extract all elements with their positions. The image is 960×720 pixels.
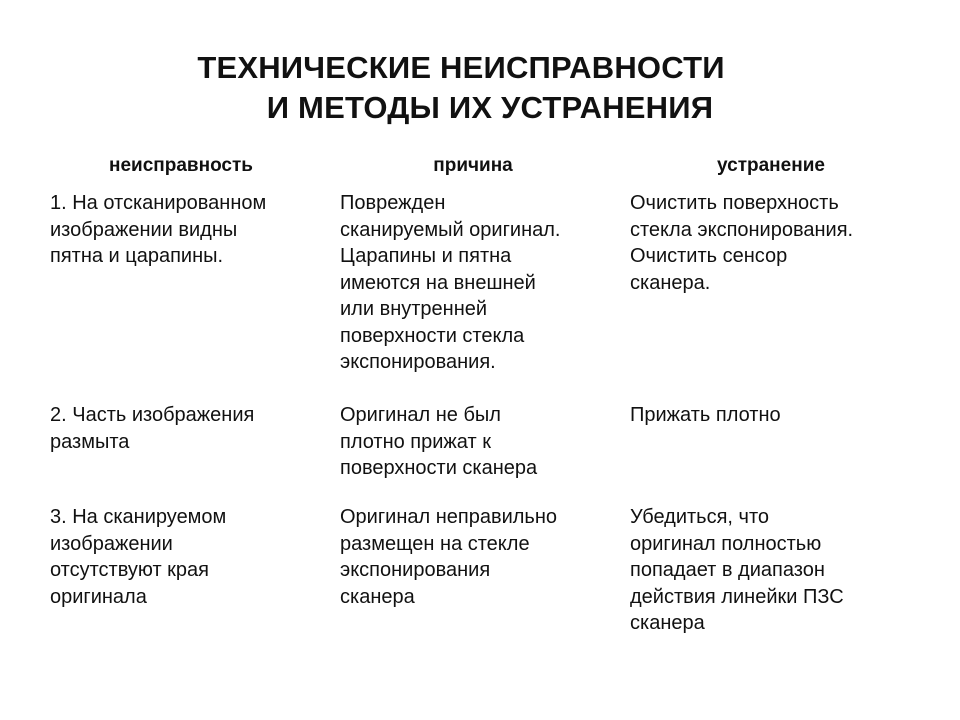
cell-cause: Оригинал неправильно размещен на стекле экспонирования сканера <box>340 506 558 608</box>
cell-fault: 3. На сканируемом изображении отсутствуют края оригинала <box>50 506 227 608</box>
cell-fix: Очистить поверхность стекла экспонирования. Очистить сенсор сканера. <box>630 192 854 294</box>
table-row <box>34 396 924 500</box>
cell-fault: 2. Часть изображения размыта <box>50 404 255 453</box>
table-header <box>34 146 924 186</box>
header-fault: неисправность <box>108 155 253 176</box>
table-row <box>34 186 924 396</box>
cell-fix: Прижать плотно <box>630 404 781 426</box>
cell-cause: Поврежден сканируемый оригинал. Царапины и пятна имеются на внешней или внутренней поверхности стекла экспонирования. <box>340 192 561 373</box>
title-line-2: И МЕТОДЫ ИХ УСТРАНЕНИЯ <box>266 90 714 125</box>
cell-fault: 1. На отсканированном изображении видны пятна и царапины. <box>50 192 267 267</box>
title-line-1: ТЕХНИЧЕСКИЕ НЕИСПРАВНОСТИ <box>197 50 725 85</box>
cell-cause: Оригинал не был плотно прижат к поверхности сканера <box>340 404 538 479</box>
table-row <box>34 500 924 640</box>
faults-table <box>34 146 924 640</box>
page-title <box>0 48 960 128</box>
cell-fix: Убедиться, что оригинал полностью попадает в диапазон действия линейки ПЗС сканера <box>630 506 844 634</box>
header-cause: причина <box>433 155 513 176</box>
header-fix: устранение <box>717 155 825 176</box>
